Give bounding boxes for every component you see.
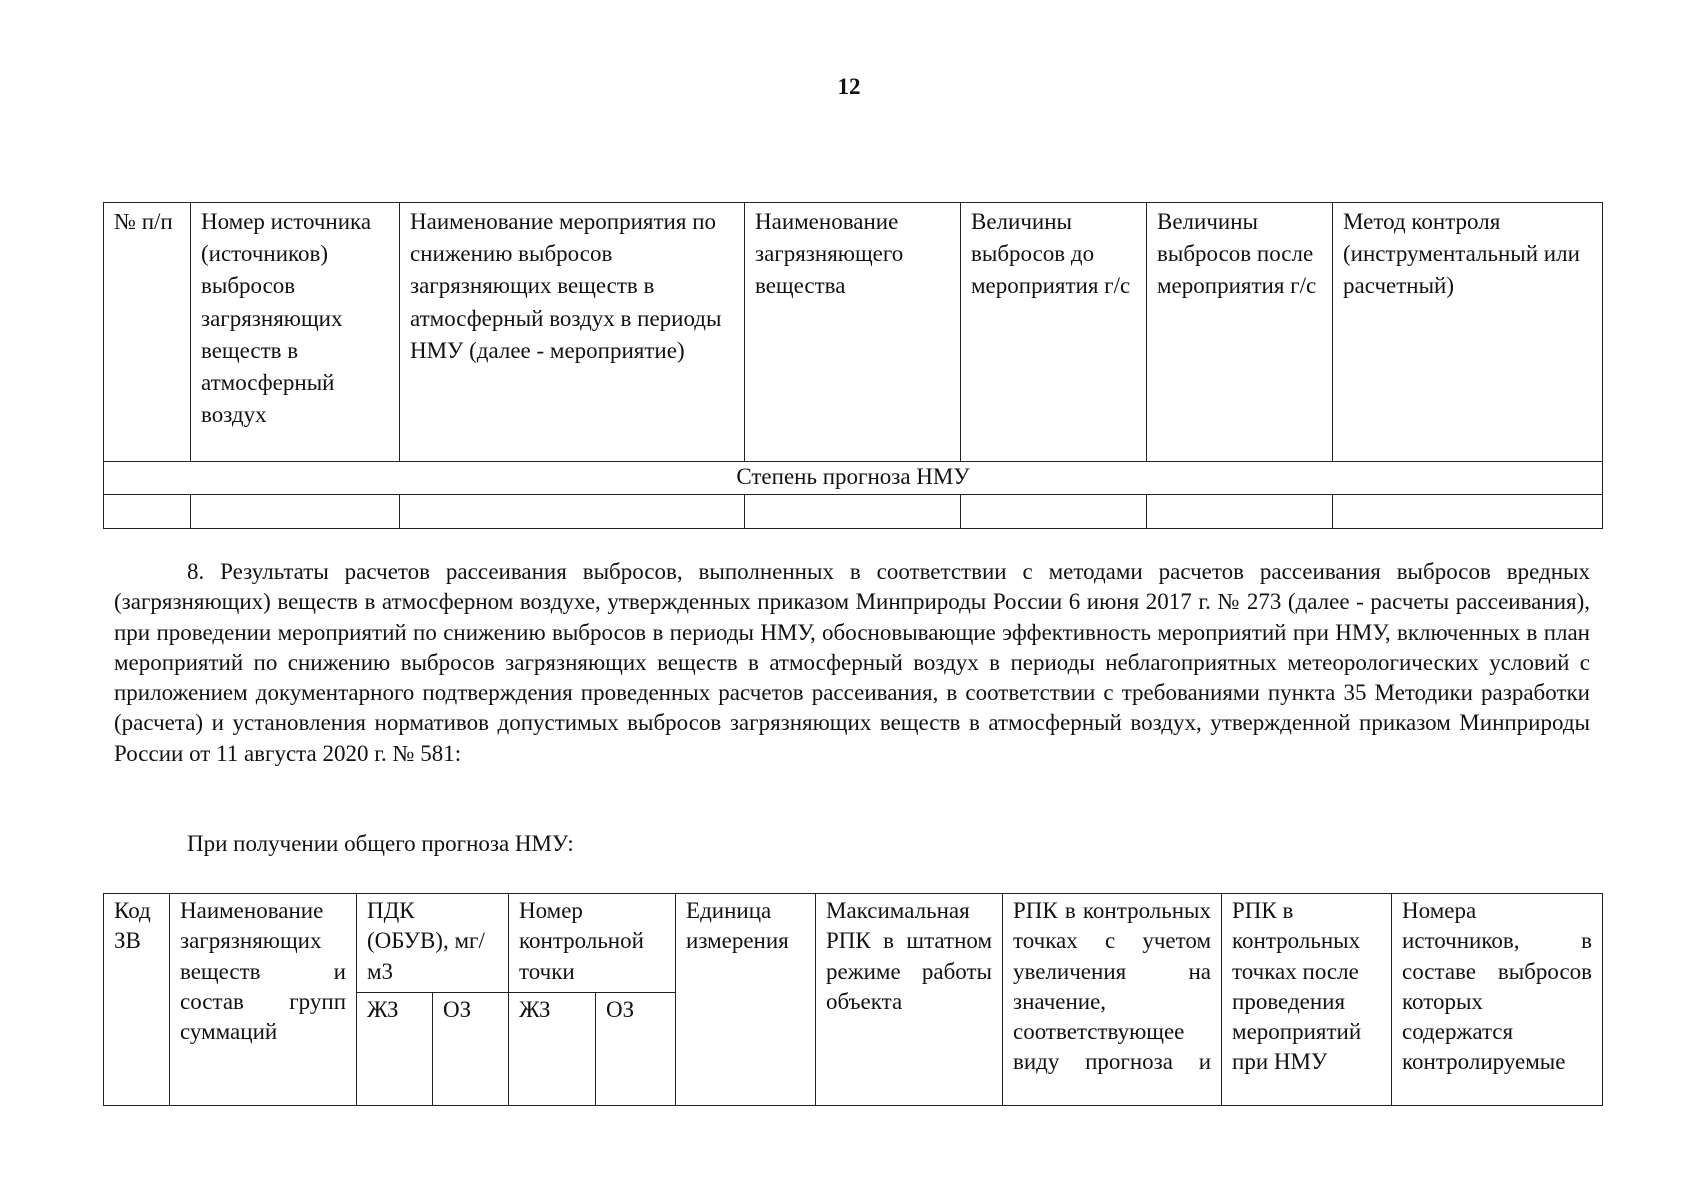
cell-text: Максимальная РПК в штатном режиме работы объекта: [826, 898, 993, 1014]
header-cell: [816, 894, 1003, 1106]
cell-text: Код ЗВ: [114, 898, 151, 954]
table-header-row: [104, 894, 1603, 993]
subheader-cell: ЖЗ: [509, 993, 596, 1106]
header-cell: [104, 894, 170, 1106]
header-cell: Наименование мероприятия по снижению выбросов загрязняющих веществ в атмосферный воздух в периоды НМУ (далее - мероприятие): [400, 203, 745, 462]
header-cell: [1222, 894, 1392, 1106]
empty-cell: [191, 495, 400, 529]
header-cell: Метод контроля (инструментальный или расчетный): [1333, 203, 1603, 462]
forecast-degree-cell: Степень прогноза НМУ: [104, 462, 1603, 495]
empty-cell: [400, 495, 745, 529]
header-cell: Номер контрольной точки: [509, 894, 676, 993]
subheading: При получении общего прогноза НМУ:: [187, 831, 574, 856]
subheader-cell: ОЗ: [596, 993, 676, 1106]
header-cell: ПДК (ОБУВ), мг/м3: [357, 894, 509, 993]
header-cell: [1003, 894, 1222, 1106]
table-row: [104, 462, 1603, 495]
empty-cell: [104, 495, 191, 529]
measures-table: [103, 202, 1603, 529]
page-number: 12: [837, 74, 861, 99]
cell-text: РПК в контрольных точках после проведения мероприятий при НМУ: [1232, 898, 1362, 1075]
cell-text: Номера источников, в составе выбросов которых содержатся контролируемые: [1402, 898, 1593, 1075]
header-cell: Наименование загрязняющего вещества: [745, 203, 961, 462]
header-cell: [676, 894, 816, 1106]
cell-text: Наименование загрязняющих веществ и состав групп суммаций: [180, 898, 346, 1045]
dispersion-table: [103, 893, 1603, 1106]
subheader-cell: ОЗ: [433, 993, 509, 1106]
table-header-row: [104, 203, 1603, 462]
subheader-cell: ЖЗ: [357, 993, 433, 1106]
empty-cell: [961, 495, 1147, 529]
empty-cell: [745, 495, 961, 529]
header-cell: [1392, 894, 1603, 1106]
header-cell: № п/п: [104, 203, 191, 462]
header-cell: Величины выбросов после мероприятия г/с: [1147, 203, 1333, 462]
cell-text: Единица измерения: [686, 898, 789, 954]
empty-cell: [1333, 495, 1603, 529]
header-cell: [170, 894, 357, 1106]
table-row: [104, 495, 1603, 529]
paragraph-8: 8. Результаты расчетов рассеивания выбросов, выполненных в соответствии с методами расчетов рассеивания выбросов вредных (загрязняющих) веществ в атмосферном воздухе, утвержденных приказом Минприроды России 6 июня 2017 г. № 273 (далее - расчеты рассеивания), при проведении мероприятий по снижению выбросов в периоды НМУ, обосновывающие эффективность мероприятий при НМУ, включенных в план мероприятий по снижению выбросов загрязняющих веществ в атмосферный воздух в периоды неблагоприятных метеорологических условий с приложением документарного подтверждения проведенных расчетов рассеивания, в соответствии с требованиями пункта 35 Методики разработки (расчета) и установления нормативов допустимых выбросов загрязняющих веществ в атмосферный воздух, утвержденной приказом Минприроды России от 11 августа 2020 г. № 581:: [114, 559, 1590, 766]
cell-text: РПК в контрольных точках с учетом увеличения на значение, соответствующее виду прогноза и: [1013, 898, 1212, 1075]
header-cell: Величины выбросов до мероприятия г/с: [961, 203, 1147, 462]
header-cell: Номер источника (источников) выбросов загрязняющих веществ в атмосферный воздух: [191, 203, 400, 462]
empty-cell: [1147, 495, 1333, 529]
